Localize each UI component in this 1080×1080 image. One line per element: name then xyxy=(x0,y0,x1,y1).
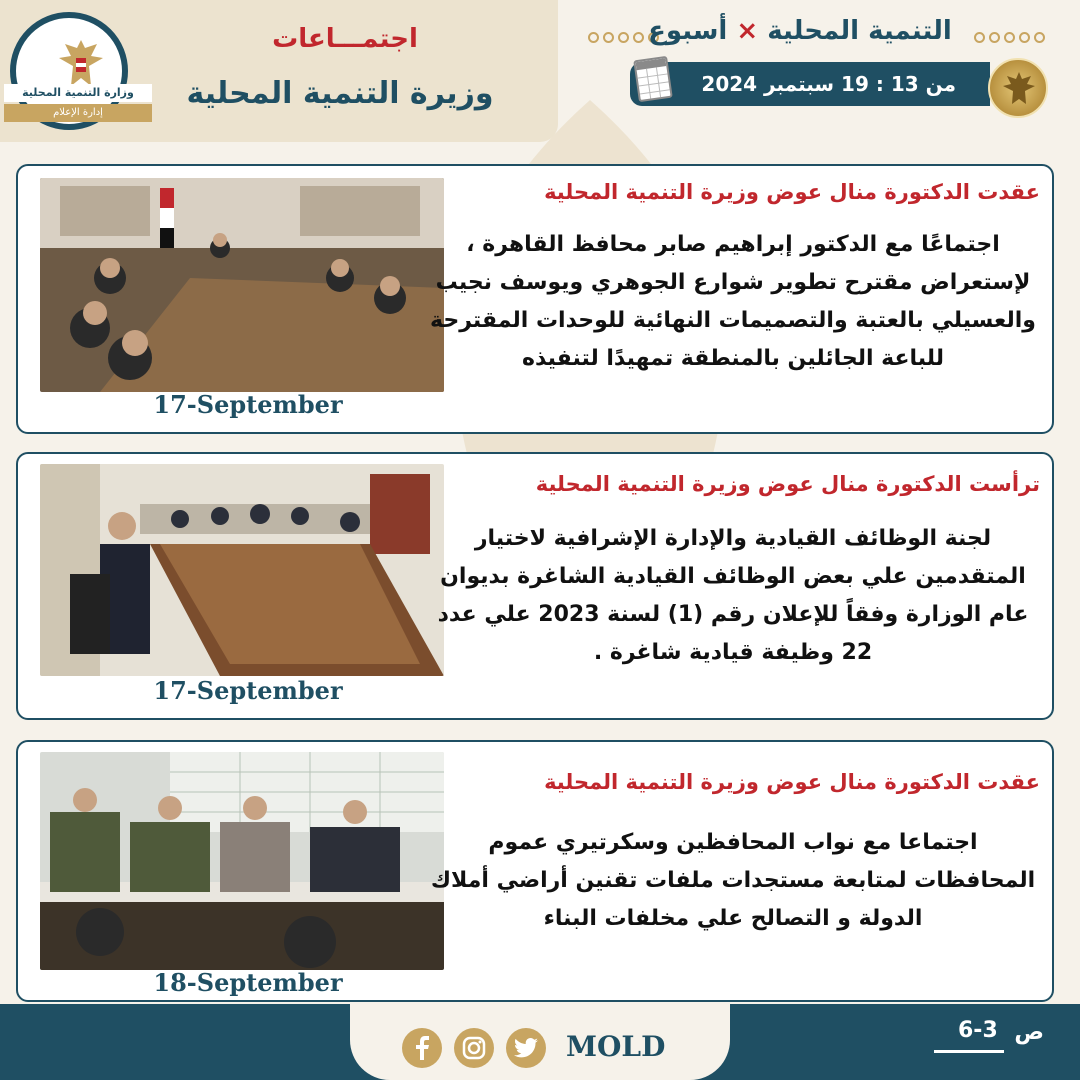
card-3-body: اجتماعا مع نواب المحافظين وسكرتيري عموم المحافظات لمتابعة مستجدات ملفات تقنين أراضي أملاك الدولة و التصالح علي مخلفات البناء xyxy=(430,830,1036,931)
section-title: اجتمـــاعات xyxy=(272,24,418,54)
ministry-logo xyxy=(4,12,152,130)
page-number: 6-3 xyxy=(958,1018,998,1043)
logo-ribbon-text: إدارة الإعلام xyxy=(4,104,152,122)
calendar-icon xyxy=(633,56,673,102)
brand-mold: MOLD xyxy=(566,1030,666,1063)
ministry-seal-icon xyxy=(988,58,1048,118)
page-label: ص xyxy=(1014,1020,1044,1045)
meeting-photo-1 xyxy=(40,178,444,392)
card-1-date: 17-September xyxy=(153,390,343,419)
decorative-dots-right xyxy=(974,32,1045,43)
facebook-icon[interactable] xyxy=(402,1028,442,1068)
card-3-title: عقدت الدكتورة منال عوض وزيرة التنمية المحلية xyxy=(544,770,1040,794)
ministry-name: وزيرة التنمية المحلية xyxy=(186,76,494,111)
meeting-photo-3 xyxy=(40,752,444,970)
week-heading xyxy=(620,16,980,46)
week-prefix: التنمية المحلية xyxy=(767,16,952,46)
date-range-bar xyxy=(630,62,990,106)
week-suffix: أسبوع xyxy=(648,16,728,46)
card-1-title: عقدت الدكتورة منال عوض وزيرة التنمية المحلية xyxy=(544,180,1040,204)
card-3-date: 18-September xyxy=(153,968,343,997)
meeting-photo-2 xyxy=(40,464,444,676)
meeting-card-3 xyxy=(16,740,1054,1002)
week-separator: × xyxy=(736,16,759,46)
card-2-title: ترأست الدكتورة منال عوض وزيرة التنمية المحلية xyxy=(535,472,1040,496)
twitter-icon[interactable] xyxy=(506,1028,546,1068)
card-1-body: اجتماعًا مع الدكتور إبراهيم صابر محافظ القاهرة ، لإستعراض مقترح تطوير شوارع الجوهري ويوسف نجيب والعسيلي بالعتبة والتصميمات النهائية للوحدات المقترحة للباعة الجائلين بالمنطقة تمهيدًا لتنفيذه xyxy=(430,232,1036,371)
page-underline xyxy=(934,1050,1004,1053)
instagram-icon[interactable] xyxy=(454,1028,494,1068)
card-2-date: 17-September xyxy=(153,676,343,705)
logo-ministry-text: وزارة التنمية المحلية xyxy=(4,84,152,102)
card-2-body: لجنة الوظائف القيادية والإدارة الإشرافية لاختيار المتقدمين علي بعض الوظائف القيادية الشاغرة بديوان عام الوزارة وفقاً للإعلان رقم (1) لسنة 2023 علي عدد 22 وظيفة قيادية شاغرة . xyxy=(437,526,1029,665)
header-panel xyxy=(0,0,558,142)
date-range: من 13 : 19 سبتمبر 2024 xyxy=(701,72,956,96)
meeting-card-2 xyxy=(16,452,1054,720)
meeting-card-1 xyxy=(16,164,1054,434)
page-indicator xyxy=(934,1020,1044,1060)
